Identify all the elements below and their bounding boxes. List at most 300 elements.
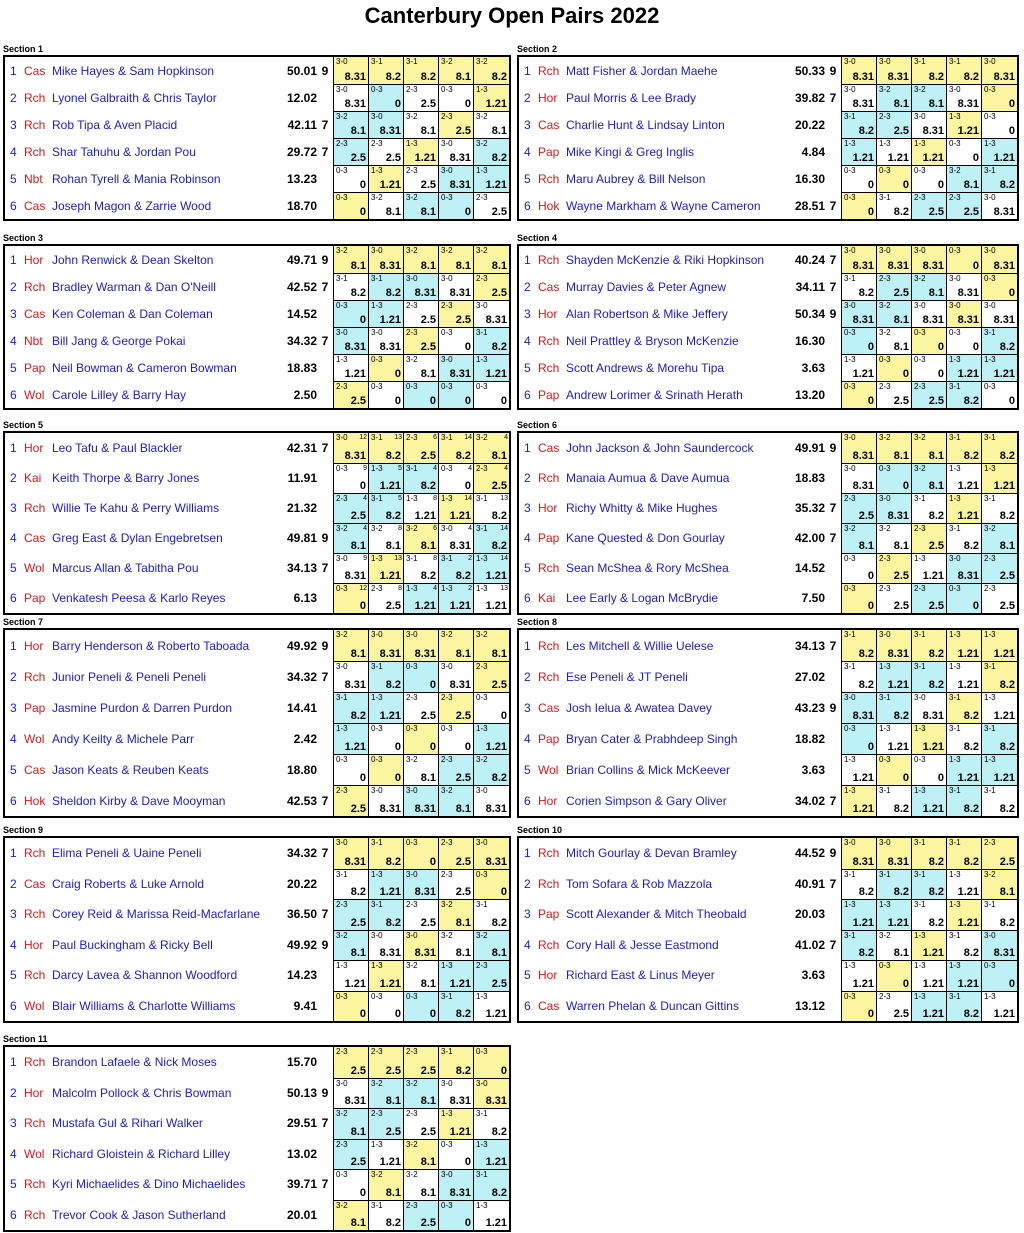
match-points: 0: [867, 570, 874, 582]
pair-names[interactable]: Warren Phelan & Duncan Gittins: [566, 998, 739, 1013]
match-cell: [334, 433, 369, 463]
match-result: 3-2: [336, 112, 348, 121]
match-result: 3-0: [336, 433, 348, 442]
match-points: 8.31: [379, 260, 401, 272]
match-points: 0: [464, 206, 471, 218]
match-cell: [404, 692, 439, 723]
match-cell: [877, 661, 912, 692]
match-cell: [404, 111, 439, 138]
table-row: [519, 960, 1017, 991]
total-score: 21.32: [286, 501, 317, 515]
match-points: 8.31: [922, 260, 944, 272]
club-code: Cas: [538, 700, 560, 715]
match-cell: [912, 869, 947, 900]
match-cell: [439, 1200, 474, 1231]
match-points: 8.31: [344, 855, 366, 868]
match-points: 8.2: [455, 1008, 471, 1020]
match-result: 3-2: [879, 328, 891, 337]
board-number: 6: [433, 525, 437, 532]
match-cell: [877, 381, 912, 408]
pair-names[interactable]: Rohan Tyrell & Mania Robinson: [52, 171, 221, 186]
match-result: 1-3: [371, 961, 383, 970]
wins-count: 9: [829, 63, 837, 78]
pair-names[interactable]: Greg East & Dylan Engebretsen: [52, 531, 223, 545]
pair-names[interactable]: Matt Fisher & Jordan Maehe: [566, 63, 718, 78]
match-points: 8.1: [420, 260, 436, 272]
pair-names[interactable]: Paul Buckingham & Ricky Bell: [52, 937, 213, 952]
pair-names[interactable]: Paul Morris & Lee Brady: [566, 90, 697, 105]
match-cell: [404, 754, 439, 785]
pair-names[interactable]: Neil Prattley & Bryson McKenzie: [566, 333, 739, 348]
match-points: 8.1: [893, 450, 909, 462]
wins-count: 7: [829, 638, 837, 653]
match-cell: [369, 630, 404, 661]
position-number: 3: [524, 501, 531, 515]
pair-names[interactable]: Brian Collins & Mick McKeever: [566, 762, 731, 777]
match-cell: [877, 138, 912, 165]
match-cell: [474, 1200, 509, 1231]
match-result: 0-3: [914, 328, 926, 337]
wins-count: 7: [829, 531, 837, 545]
pair-names[interactable]: Darcy Lavea & Shannon Woodford: [52, 968, 238, 983]
match-points: 0: [937, 341, 944, 353]
match-result: 0-3: [336, 991, 348, 1001]
wins-count: 9: [321, 531, 329, 545]
pair-names[interactable]: Keith Thorpe & Barry Jones: [52, 471, 200, 485]
match-cell: [474, 433, 509, 463]
match-cell: [439, 111, 474, 138]
pair-names[interactable]: Jasmine Purdon & Darren Purdon: [52, 700, 233, 715]
match-result: 3-1: [984, 166, 996, 175]
match-cell: [842, 463, 877, 493]
match-cell: [912, 354, 947, 381]
pair-names[interactable]: Bradley Warman & Dan O'Neill: [52, 279, 216, 294]
match-result: 3-1: [879, 193, 891, 202]
match-points: 8.2: [858, 886, 874, 898]
pair-names[interactable]: Lyonel Galbraith & Chris Taylor: [52, 90, 217, 105]
club-code: Rch: [24, 1055, 46, 1070]
wins-count: 7: [829, 252, 837, 267]
match-result: 3-1: [949, 382, 961, 391]
pair-names[interactable]: Richard Gloistein & Richard Lilley: [52, 1146, 231, 1161]
pair-names[interactable]: Junior Peneli & Peneli Peneli: [52, 669, 207, 684]
match-points: 8.2: [455, 1064, 471, 1077]
match-points: 1.21: [957, 916, 979, 929]
match-points: 1.21: [957, 977, 979, 990]
match-points: 2.5: [455, 710, 471, 722]
club-code: Wol: [24, 387, 45, 402]
match-points: 0: [867, 741, 874, 753]
match-cell: [947, 463, 982, 493]
match-result: 0-3: [949, 328, 961, 337]
match-points: 8.31: [379, 947, 401, 959]
match-cell: [982, 838, 1017, 869]
match-result: 0-3: [844, 166, 856, 175]
match-points: 1.21: [922, 803, 944, 815]
match-cell: [947, 493, 982, 523]
match-grid: [841, 899, 1017, 930]
total-score: 3.63: [801, 968, 825, 983]
table-row: [519, 785, 1017, 816]
pair-names[interactable]: Carole Lilley & Barry Hay: [52, 387, 187, 402]
pair-names[interactable]: Manaia Aumua & Dave Aumua: [566, 471, 730, 485]
match-points: 0: [902, 179, 909, 191]
match-result: 3-0: [844, 838, 856, 847]
match-cell: [334, 273, 369, 300]
total-score: 40.91: [794, 876, 825, 891]
match-grid: [841, 246, 1017, 273]
match-result: 3-0: [476, 838, 488, 847]
section-10: [517, 825, 1019, 1023]
match-cell: [404, 463, 439, 493]
position-number: 1: [10, 1055, 17, 1070]
match-points: 8.2: [999, 916, 1015, 929]
position-number: 4: [10, 144, 17, 159]
match-grid: [841, 661, 1017, 692]
match-points: 1.21: [887, 152, 909, 164]
match-result: 1-3: [949, 112, 961, 121]
pair-names[interactable]: Mitch Gourlay & Devan Bramley: [566, 846, 737, 861]
match-result: 1-3: [949, 869, 961, 879]
match-points: 1.21: [379, 886, 401, 898]
match-result: 2-3: [371, 1047, 383, 1056]
match-result: 3-2: [406, 355, 418, 364]
match-points: 8.31: [344, 570, 366, 582]
pair-names[interactable]: Andy Keilty & Michele Parr: [52, 731, 195, 746]
table-row: [519, 930, 1017, 961]
pair-names[interactable]: Bill Jang & George Pokai: [52, 333, 186, 348]
pair-names[interactable]: Alan Robertson & Mike Jeffery: [566, 306, 728, 321]
match-points: 2.5: [999, 570, 1015, 582]
section-8: [517, 617, 1019, 818]
table-row: [5, 111, 509, 138]
match-grid: [333, 381, 509, 408]
match-points: 8.31: [379, 803, 401, 815]
pair-names[interactable]: Josh Ielua & Awatea Davey: [566, 700, 712, 715]
match-points: 2.5: [420, 1125, 436, 1138]
pair-names[interactable]: Corien Simpson & Gary Oliver: [566, 793, 727, 808]
match-result: 1-3: [949, 900, 961, 909]
match-grid: [333, 630, 509, 661]
pair-names[interactable]: Murray Davies & Peter Agnew: [566, 279, 727, 294]
club-code: Pap: [24, 360, 46, 375]
match-points: 0: [972, 600, 979, 612]
pair-names[interactable]: Venkatesh Peesa & Karlo Reyes: [52, 591, 226, 605]
match-result: 3-1: [476, 494, 488, 503]
total-score: 12.02: [286, 90, 317, 105]
match-cell: [912, 785, 947, 816]
pair-names[interactable]: Scott Andrews & Morehu Tipa: [566, 360, 725, 375]
pair-names[interactable]: Mike Kingi & Greg Inglis: [566, 144, 695, 159]
pair-names[interactable]: Sheldon Kirby & Dave Mooyman: [52, 793, 226, 808]
match-points: 8.2: [963, 540, 979, 552]
match-result: 3-1: [844, 630, 856, 639]
match-result: 1-3: [476, 166, 488, 175]
match-grid: [333, 1139, 509, 1170]
match-cell: [404, 246, 439, 273]
match-result: 0-3: [476, 382, 488, 391]
match-points: 8.31: [922, 125, 944, 137]
match-points: 2.5: [420, 916, 436, 929]
match-cell: [877, 754, 912, 785]
pair-names[interactable]: Shar Tahuhu & Jordan Pou: [52, 144, 196, 159]
match-cell: [877, 273, 912, 300]
match-points: 2.5: [928, 206, 944, 218]
match-cell: [369, 1139, 404, 1170]
match-points: 0: [359, 600, 366, 612]
match-result: 1-3: [336, 961, 348, 970]
position-number: 5: [524, 561, 531, 575]
club-code: Cas: [538, 279, 560, 294]
wins-count: 7: [829, 876, 837, 891]
pair-names[interactable]: Richard East & Linus Meyer: [566, 968, 715, 983]
match-result: 1-3: [949, 961, 961, 970]
wins-count: 7: [321, 793, 329, 808]
match-cell: [842, 493, 877, 523]
match-result: 3-1: [914, 869, 926, 879]
pair-names[interactable]: Scott Alexander & Mitch Theobald: [566, 907, 747, 922]
pair-names[interactable]: Mike Hayes & Sam Hopkinson: [52, 63, 215, 78]
match-points: 8.31: [852, 450, 874, 462]
pair-names[interactable]: Neil Bowman & Cameron Bowman: [52, 360, 237, 375]
match-cell: [369, 930, 404, 961]
match-points: 1.21: [449, 510, 471, 522]
total-score: 34.13: [286, 561, 317, 575]
table-row: [5, 1169, 509, 1200]
match-cell: [369, 192, 404, 219]
total-score: 14.52: [286, 306, 317, 321]
match-cell: [439, 630, 474, 661]
match-points: 8.31: [344, 450, 366, 462]
match-result: 1-3: [476, 85, 488, 94]
match-result: 1-3: [441, 1109, 453, 1118]
match-result: 3-1: [371, 900, 383, 909]
match-result: 1-3: [914, 554, 926, 563]
pair-names[interactable]: Craig Roberts & Luke Arnold: [52, 876, 205, 891]
match-cell: [334, 354, 369, 381]
match-points: 0: [937, 368, 944, 380]
match-result: 0-3: [406, 838, 418, 847]
match-result: 3-2: [336, 524, 348, 533]
match-cell: [439, 84, 474, 111]
match-points: 8.2: [963, 710, 979, 722]
match-points: 2.5: [893, 287, 909, 299]
match-cell: [877, 899, 912, 930]
pair-names[interactable]: Les Mitchell & Willie Uelese: [566, 638, 714, 653]
match-cell: [334, 1047, 369, 1078]
match-result: 3-2: [984, 869, 996, 879]
section-label: Section 7: [3, 617, 44, 627]
position-number: 6: [10, 387, 17, 402]
pair-names[interactable]: Kane Quested & Don Gourlay: [566, 531, 725, 545]
match-points: 1.21: [485, 570, 507, 582]
pair-names[interactable]: Cory Hall & Jesse Eastmond: [566, 937, 719, 952]
total-score: 40.24: [794, 252, 825, 267]
pair-names[interactable]: Tom Sofara & Rob Mazzola: [566, 876, 713, 891]
match-result: 3-2: [476, 246, 488, 255]
club-code: Kai: [24, 471, 42, 485]
match-cell: [404, 433, 439, 463]
board-number: 4: [433, 465, 437, 472]
pair-names[interactable]: Marcus Allan & Tabitha Pou: [52, 561, 199, 575]
pair-names[interactable]: Shayden McKenzie & Riki Hopkinson: [566, 252, 765, 267]
match-cell: [369, 1200, 404, 1231]
match-result: 2-3: [949, 193, 961, 202]
match-points: 8.31: [485, 1095, 507, 1107]
pair-names[interactable]: Mustafa Gul & Rihari Walker: [52, 1116, 203, 1131]
match-points: 8.1: [350, 1125, 366, 1138]
match-points: 2.5: [491, 977, 507, 990]
match-cell: [982, 930, 1017, 961]
section-4: [517, 233, 1019, 410]
match-result: 3-2: [879, 433, 891, 442]
board-number: 14: [500, 555, 508, 562]
club-code: Pap: [24, 591, 46, 605]
table-row: [519, 354, 1017, 381]
position-number: 2: [524, 471, 531, 485]
match-result: 3-1: [476, 900, 488, 909]
pair-names[interactable]: Andrew Lorimer & Srinath Herath: [566, 387, 743, 402]
position-number: 5: [524, 171, 531, 186]
match-result: 3-2: [406, 112, 418, 121]
pair-names[interactable]: Richy Whitty & Mike Hughes: [566, 501, 718, 515]
table-row: [5, 84, 509, 111]
match-cell: [474, 838, 509, 869]
pair-names[interactable]: Ese Peneli & JT Peneli: [566, 669, 688, 684]
section-2: [517, 44, 1019, 221]
club-code: Rch: [24, 968, 46, 983]
pair-names[interactable]: Ken Coleman & Dan Coleman: [52, 306, 213, 321]
pair-names[interactable]: Blair Williams & Charlotte Williams: [52, 998, 236, 1013]
club-code: Rch: [538, 561, 560, 575]
match-result: 0-3: [476, 869, 488, 879]
table-row: [519, 165, 1017, 192]
board-number: 13: [500, 495, 508, 502]
match-cell: [369, 723, 404, 754]
pair-names[interactable]: Malcolm Pollock & Chris Bowman: [52, 1085, 232, 1100]
match-result: 0-3: [406, 662, 418, 671]
match-result: 1-3: [984, 630, 996, 639]
match-cell: [369, 111, 404, 138]
match-points: 1.21: [993, 710, 1015, 722]
pair-names[interactable]: Jason Keats & Reuben Keats: [52, 762, 209, 777]
match-result: 1-3: [476, 554, 488, 563]
match-grid: [333, 493, 509, 523]
match-result: 0-3: [371, 755, 383, 764]
match-cell: [982, 354, 1017, 381]
pair-names[interactable]: Sean McShea & Rory McShea: [566, 561, 729, 575]
match-result: 3-2: [441, 930, 453, 940]
match-result: 1-3: [879, 900, 891, 909]
club-code: Hor: [24, 638, 44, 653]
match-points: 1.21: [957, 368, 979, 380]
position-number: 4: [10, 731, 17, 746]
match-cell: [947, 960, 982, 991]
position-number: 6: [524, 591, 531, 605]
match-grid: [333, 583, 509, 613]
match-cell: [474, 84, 509, 111]
match-result: 0-3: [914, 355, 926, 364]
total-score: 34.32: [286, 333, 317, 348]
pair-names[interactable]: Trevor Cook & Jason Sutherland: [52, 1207, 226, 1222]
pair-names[interactable]: John Renwick & Dean Skelton: [52, 252, 214, 267]
table-row: [519, 692, 1017, 723]
match-result: 3-1: [949, 838, 961, 847]
section-9: [3, 825, 511, 1023]
pair-names[interactable]: Leo Tafu & Paul Blackler: [52, 441, 183, 455]
section-label: Section 1: [3, 44, 44, 54]
match-cell: [439, 165, 474, 192]
match-cell: [982, 138, 1017, 165]
section-label: Section 9: [3, 825, 44, 835]
match-cell: [439, 1108, 474, 1139]
match-points: 8.1: [350, 260, 366, 272]
match-points: 8.2: [963, 71, 979, 83]
club-code: Rch: [538, 669, 560, 684]
match-points: 8.1: [455, 803, 471, 815]
pair-names[interactable]: Wayne Markham & Wayne Cameron: [566, 198, 761, 213]
pair-names[interactable]: Corey Reid & Marissa Reid-Macfarlane: [52, 907, 261, 922]
pair-names[interactable]: Joseph Magon & Zarrie Wood: [52, 198, 212, 213]
pair-names[interactable]: Maru Aubrey & Bill Nelson: [566, 171, 706, 186]
match-points: 1.21: [414, 600, 436, 612]
match-points: 0: [394, 741, 401, 753]
pair-names[interactable]: Charlie Hunt & Lindsay Linton: [566, 117, 725, 132]
match-result: 2-3: [441, 838, 453, 847]
pair-names[interactable]: Elima Peneli & Uaine Peneli: [52, 846, 202, 861]
match-cell: [912, 327, 947, 354]
pair-names[interactable]: Barry Henderson & Roberto Taboada: [52, 638, 250, 653]
match-points: 8.1: [893, 341, 909, 353]
pair-names[interactable]: Kyri Michaelides & Dino Michaelides: [52, 1177, 246, 1192]
match-cell: [982, 754, 1017, 785]
pair-names[interactable]: Bryan Cater & Prabhdeep Singh: [566, 731, 738, 746]
match-points: 8.2: [491, 510, 507, 522]
match-result: 0-3: [441, 193, 453, 202]
pair-names[interactable]: John Jackson & John Saundercock: [566, 441, 754, 455]
match-cell: [912, 692, 947, 723]
match-result: 2-3: [879, 991, 891, 1001]
pair-names[interactable]: Rob Tipa & Aven Placid: [52, 117, 178, 132]
pair-names[interactable]: Willie Te Kahu & Perry Williams: [52, 501, 220, 515]
pair-names[interactable]: Brandon Lafaele & Nick Moses: [52, 1055, 217, 1070]
club-code: Rch: [24, 1177, 46, 1192]
match-points: 8.31: [414, 287, 436, 299]
match-points: 1.21: [379, 977, 401, 990]
match-grid: [333, 300, 509, 327]
match-cell: [404, 553, 439, 583]
match-points: 1.21: [485, 179, 507, 191]
match-result: 3-1: [914, 57, 926, 66]
match-points: 8.31: [414, 648, 436, 660]
match-grid: [333, 246, 509, 273]
match-cell: [474, 300, 509, 327]
pair-names[interactable]: Lee Early & Logan McBrydie: [566, 591, 719, 605]
match-points: 8.31: [852, 71, 874, 83]
match-cell: [334, 785, 369, 816]
wins-count: 7: [321, 561, 329, 575]
match-points: 8.1: [928, 480, 944, 492]
match-points: 8.31: [379, 341, 401, 353]
match-cell: [439, 192, 474, 219]
match-result: 3-2: [406, 755, 418, 764]
match-points: 8.1: [350, 540, 366, 552]
total-score: 49.92: [286, 638, 317, 653]
match-grid: [841, 930, 1017, 961]
match-points: 8.2: [963, 450, 979, 462]
match-points: 2.5: [893, 600, 909, 612]
club-code: Rch: [538, 171, 560, 186]
